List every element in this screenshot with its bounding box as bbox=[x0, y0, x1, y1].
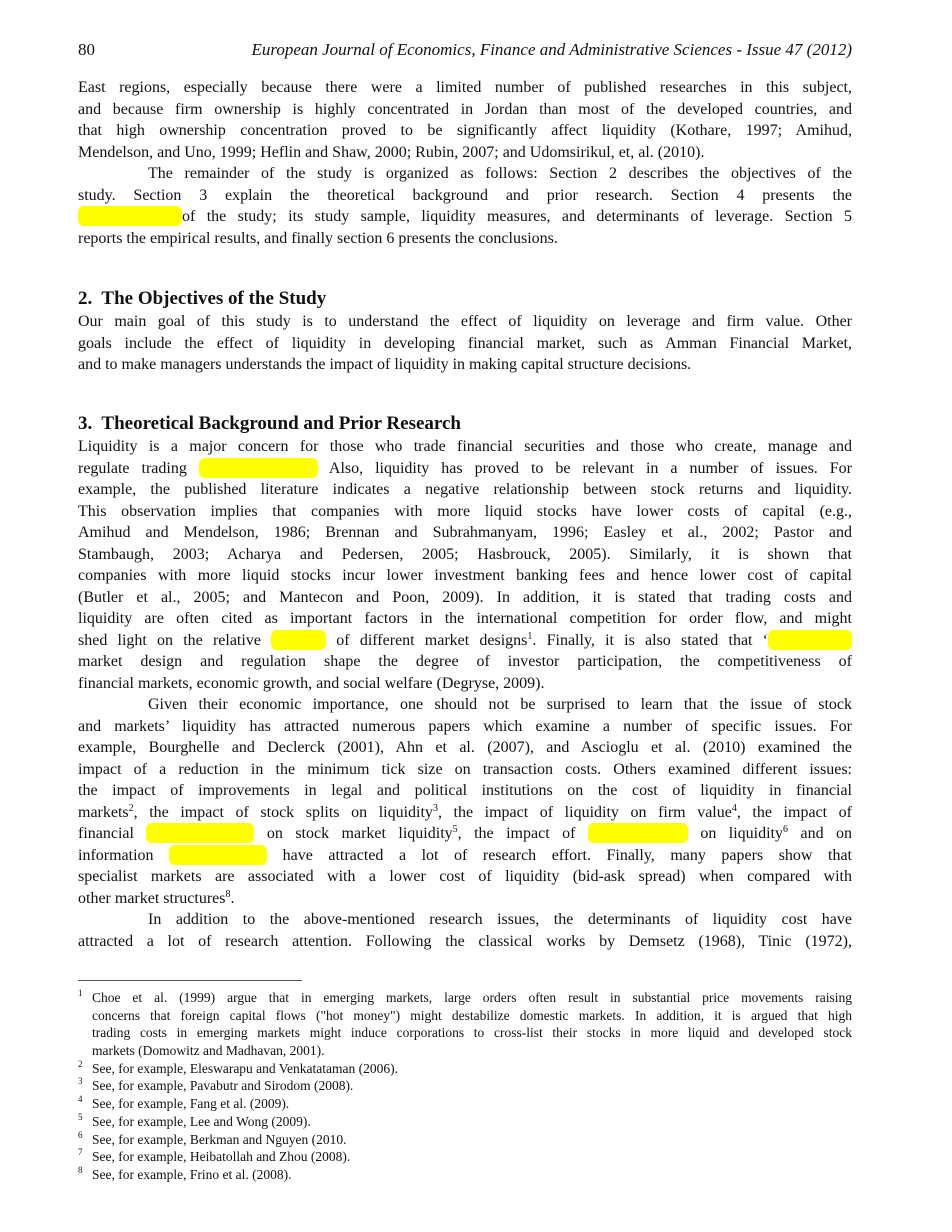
text-line bbox=[78, 311, 852, 333]
text-line bbox=[78, 458, 852, 480]
highlight-mark bbox=[271, 630, 326, 650]
text-line bbox=[78, 436, 852, 458]
footnote-line bbox=[78, 1148, 852, 1166]
text-line bbox=[78, 77, 852, 99]
text-run: on stock market liquidity bbox=[254, 825, 453, 842]
footnote-line bbox=[78, 1042, 852, 1060]
footnote-text: See, for example, Pavabutr and Sirodom (2008). bbox=[92, 1078, 354, 1094]
running-header: European Journal of Economics, Finance and Administrative Sciences - Issue 47 (2012) bbox=[251, 40, 852, 59]
text-run: example, Bourghelle and Declerck (2001), Ahn et al. (2007), and Ascioglu et al. (2010) examined the bbox=[78, 739, 852, 756]
footnote-line bbox=[78, 1131, 852, 1149]
footnote-reference[interactable]: 1 bbox=[527, 630, 533, 642]
highlight-mark bbox=[146, 823, 254, 843]
text-run: study. Section 3 explain the theoretical background and prior research. Section 4 presents the bbox=[78, 186, 852, 204]
footnote-number: 3 bbox=[78, 1076, 83, 1087]
page-number: 80 bbox=[78, 40, 95, 59]
footnote-line bbox=[78, 1113, 852, 1131]
text-line bbox=[78, 501, 852, 523]
text-line bbox=[78, 651, 852, 673]
footnote-text: See, for example, Eleswarapu and Venkatataman (2006). bbox=[92, 1060, 399, 1076]
text-line bbox=[78, 120, 852, 142]
footnote-number: 4 bbox=[78, 1094, 83, 1105]
footnote-reference[interactable]: 6 bbox=[783, 824, 789, 835]
text-line bbox=[78, 544, 852, 566]
text-run: financial bbox=[78, 825, 147, 842]
text-line bbox=[78, 522, 852, 544]
text-run: . bbox=[230, 889, 235, 907]
text-run: Liquidity is a major concern for those who trade financial securities and those who create, manage and bbox=[78, 438, 852, 455]
text-run: the impact of improvements in legal and political institutions on the cost of liquidity in financial bbox=[78, 782, 852, 799]
text-run: shed light on the relative bbox=[78, 631, 272, 649]
text-run: Stambaugh, 2003; Acharya and Pedersen, 2005; Hasbrouck, 2005). Similarly, it is shown that bbox=[78, 545, 852, 563]
text-run: reports the empirical results, and finally section 6 presents the conclusions. bbox=[78, 229, 558, 247]
text-run: and markets’ liquidity has attracted numerous papers which examine a number of specific issues. For bbox=[78, 717, 852, 735]
text-run: In addition to the above-mentioned research issues, the determinants of liquidity cost have bbox=[148, 911, 852, 928]
footnote-separator bbox=[78, 980, 302, 981]
footnote-number: 5 bbox=[78, 1111, 83, 1122]
text-run: (Butler et al., 2005; and Mantecon and Poon, 2009). In addition, it is stated that trading costs and bbox=[78, 588, 852, 606]
text-run: , the impact of bbox=[457, 825, 588, 842]
footnote-text: markets (Domowitz and Madhavan, 2001). bbox=[92, 1043, 325, 1059]
text-line bbox=[78, 142, 852, 164]
section-heading: 2. The Objectives of the Study bbox=[78, 288, 327, 309]
text-run: liquidity are often cited as important factors in the international competition for order flow, and might bbox=[78, 610, 852, 627]
text-run: and because firm ownership is highly concentrated in Jordan than most of the developed countries, and bbox=[78, 100, 852, 118]
text-line bbox=[78, 759, 852, 781]
text-line bbox=[78, 333, 852, 355]
text-run: . Finally, it is also stated that ‘ bbox=[532, 631, 769, 649]
text-line bbox=[78, 802, 852, 824]
text-run: of the study; its study sample, liquidity measures, and determinants of leverage. Section 5 bbox=[182, 208, 852, 225]
paragraph-block bbox=[78, 436, 852, 952]
text-line bbox=[78, 587, 852, 609]
highlight-mark bbox=[768, 630, 852, 650]
text-run: , the impact of bbox=[736, 803, 853, 821]
text-run: other market structures bbox=[78, 889, 226, 907]
paragraph-block bbox=[78, 311, 852, 376]
text-run: specialist markets are associated with a lower cost of liquidity (bid-ask spread) when compared with bbox=[78, 868, 852, 885]
text-run: This observation implies that companies with more liquid stocks have lower costs of capital (e.g., bbox=[78, 502, 852, 520]
text-run: and to make managers understands the impact of liquidity in making capital structure decisions. bbox=[78, 356, 692, 373]
text-line bbox=[78, 823, 852, 845]
text-line bbox=[78, 206, 852, 228]
text-line bbox=[78, 888, 852, 910]
footnote-line bbox=[78, 1077, 852, 1095]
footnote-number: 2 bbox=[78, 1058, 83, 1069]
text-line bbox=[78, 99, 852, 121]
text-run: on liquidity bbox=[687, 825, 784, 842]
text-run: market design and regulation shape the degree of investor participation, the competitiveness of bbox=[78, 653, 852, 670]
text-line bbox=[78, 608, 852, 630]
footnote-number: 7 bbox=[78, 1147, 83, 1158]
text-run: markets bbox=[78, 803, 129, 821]
text-line bbox=[78, 694, 852, 716]
text-line bbox=[78, 479, 852, 501]
section-heading: 3. Theoretical Background and Prior Research bbox=[78, 413, 461, 434]
footnote-text: See, for example, Lee and Wong (2009). bbox=[92, 1113, 311, 1129]
text-line bbox=[78, 228, 852, 250]
text-line bbox=[78, 737, 852, 759]
highlight-mark bbox=[588, 823, 688, 843]
footnote-number: 8 bbox=[78, 1164, 83, 1175]
text-run: regulate trading bbox=[78, 459, 199, 477]
highlight-mark bbox=[169, 845, 267, 865]
text-line bbox=[78, 673, 852, 695]
text-run: that high ownership concentration proved to be significantly affect liquidity (Kothare, 1997; Amihud, bbox=[78, 122, 852, 139]
footnote-line bbox=[78, 1095, 852, 1113]
footnote-text: See, for example, Berkman and Nguyen (2010. bbox=[92, 1131, 347, 1147]
text-run: The remainder of the study is organized as follows: Section 2 describes the objectives of the bbox=[148, 165, 852, 182]
text-line bbox=[78, 185, 852, 207]
text-run: and on bbox=[788, 825, 853, 842]
text-run: companies with more liquid stocks incur lower investment banking fees and hence lower cost of capital bbox=[78, 567, 852, 584]
footnote-reference[interactable]: 5 bbox=[452, 824, 458, 835]
footnote-line bbox=[78, 1007, 852, 1025]
text-run: Our main goal of this study is to understand the effect of liquidity on leverage and firm value. Other bbox=[78, 313, 852, 330]
footnote-text: See, for example, Heibatollah and Zhou (2008). bbox=[92, 1149, 351, 1165]
text-line bbox=[78, 565, 852, 587]
highlight-mark bbox=[199, 458, 318, 478]
text-line bbox=[78, 716, 852, 738]
text-line bbox=[78, 630, 852, 652]
footnote-text: trading costs in emerging markets might induce corporations to cross-list their stocks in more liquid and developed stock bbox=[92, 1025, 852, 1041]
footnote-line bbox=[78, 1024, 852, 1042]
text-line bbox=[78, 163, 852, 185]
footnote-number: 6 bbox=[78, 1129, 83, 1140]
footnote-reference[interactable]: 8 bbox=[225, 888, 231, 900]
text-run: Given their economic importance, one should not be surprised to learn that the issue of stock bbox=[148, 696, 852, 713]
text-run: example, the published literature indicates a negative relationship between stock returns and liquidity. bbox=[78, 481, 852, 498]
footnote-reference[interactable]: 3 bbox=[432, 802, 438, 814]
highlight-mark bbox=[78, 206, 182, 226]
text-run: attracted a lot of research attention. Following the classical works by Demsetz (1968), Tinic (1972), bbox=[78, 932, 852, 950]
text-run: have attracted a lot of research effort. Finally, many papers show that bbox=[267, 846, 852, 864]
text-line bbox=[78, 909, 852, 931]
footnote-text: See, for example, Frino et al. (2008). bbox=[92, 1166, 292, 1182]
text-run: goals include the effect of liquidity in developing financial market, such as Amman Financial Market, bbox=[78, 334, 852, 352]
text-run: of different market designs bbox=[326, 631, 528, 649]
footnote-text: Choe et al. (1999) argue that in emerging markets, large orders often result in substantial price movements raising bbox=[92, 990, 852, 1005]
footnote-line bbox=[78, 1166, 852, 1184]
text-run: impact of a reduction in the minimum tick size on transaction costs. Others examined different issues: bbox=[78, 760, 852, 778]
footnote-text: concerns that foreign capital flows ("hot money") might destabilize domestic markets. In addition, it is argued that high bbox=[92, 1007, 852, 1023]
text-run: , the impact of stock splits on liquidity bbox=[133, 803, 433, 821]
footnote-number: 1 bbox=[78, 988, 83, 998]
text-run: Also, liquidity has proved to be relevant in a number of issues. For bbox=[317, 459, 853, 477]
text-line bbox=[78, 354, 852, 376]
text-line bbox=[78, 845, 852, 867]
text-run: East regions, especially because there were a limited number of published researches in this subject, bbox=[78, 79, 852, 96]
footnote-reference[interactable]: 4 bbox=[731, 802, 737, 814]
text-line bbox=[78, 866, 852, 888]
footnotes bbox=[78, 989, 852, 1184]
footnote-line bbox=[78, 989, 852, 1007]
text-run: Mendelson, and Uno, 1999; Heflin and Shaw, 2000; Rubin, 2007; and Udomsirikul, et, al. (2010). bbox=[78, 143, 705, 161]
text-run: information bbox=[78, 846, 170, 864]
text-line bbox=[78, 931, 852, 953]
text-run: Amihud and Mendelson, 1986; Brennan and Subrahmanyam, 1996; Easley et al., 2002; Pastor and bbox=[78, 524, 852, 541]
text-run: financial markets, economic growth, and social welfare (Degryse, 2009). bbox=[78, 674, 545, 692]
text-run: , the impact of liquidity on firm value bbox=[437, 803, 732, 821]
footnote-text: See, for example, Fang et al. (2009). bbox=[92, 1096, 290, 1112]
paragraph-block bbox=[78, 77, 852, 249]
footnote-line bbox=[78, 1060, 852, 1078]
footnote-reference[interactable]: 2 bbox=[128, 802, 134, 814]
text-line bbox=[78, 780, 852, 802]
